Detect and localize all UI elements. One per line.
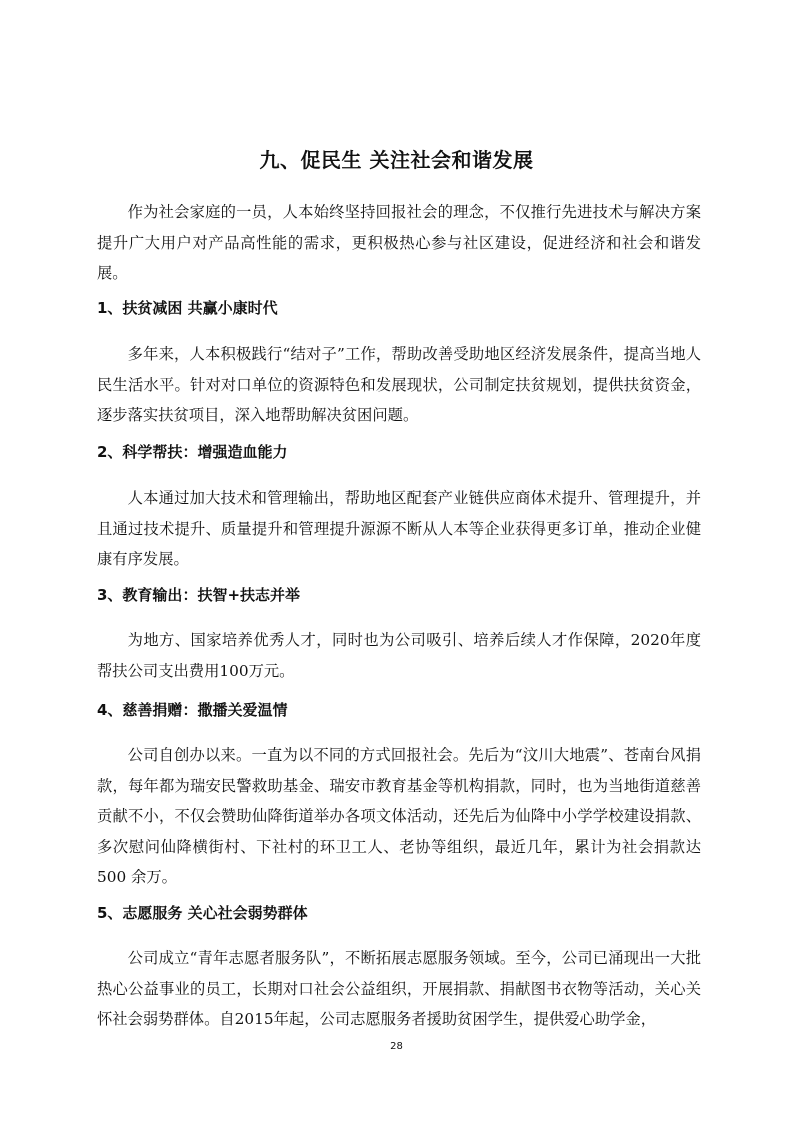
section-heading-poverty-alleviation: 1、扶贫减困 共赢小康时代	[97, 299, 278, 317]
page-title: 九、促民生 关注社会和谐发展	[259, 148, 534, 173]
section-heading-volunteer: 5、志愿服务 关心社会弱势群体	[97, 904, 308, 922]
section-body-charity: 公司自创办以来。一直为以不同的方式回报社会。先后为“汶川大地震”、苍南台风捐款，每年都为瑞安民警救助基金、瑞安市教育基金等机构捐款，同时，也为当地街道慈善贡献不小，不仅会赞助仙降街道举办各项文体活动，还先后为仙降中小学学校建设捐款、多次慰问仙降横街村、下社村的环卫工人、老协等组织，最近几年，累计为社会捐款达 500 余万。	[97, 746, 701, 886]
section-heading-scientific-assistance: 2、科学帮扶：增强造血能力	[97, 443, 288, 461]
section-body-volunteer: 公司成立“青年志愿者服务队”，不断拓展志愿服务领域。至今，公司已涌现出一大批热心公益事业的员工，长期对口社会公益组织，开展捐款、捐献图书衣物等活动，关心关怀社会弱势群体。自2015年起，公司志愿服务者援助贫困学生，提供爱心助学金，	[97, 949, 701, 1028]
section-body-education: 为地方、国家培养优秀人才，同时也为公司吸引、培养后续人才作保障，2020年度帮扶公司支出费用100万元。	[97, 631, 701, 680]
page-number: 28	[390, 1041, 403, 1052]
section-heading-charity: 4、慈善捐赠：撒播关爱温情	[97, 701, 288, 719]
intro-paragraph: 作为社会家庭的一员，人本始终坚持回报社会的理念，不仅推行先进技术与解决方案提升广大用户对产品高性能的需求，更积极热心参与社区建设，促进经济和社会和谐发展。	[97, 203, 701, 282]
section-heading-education: 3、教育输出：扶智+扶志并举	[97, 586, 301, 604]
section-body-poverty-alleviation: 多年来，人本积极践行“结对子”工作，帮助改善受助地区经济发展条件，提高当地人民生活水平。针对对口单位的资源特色和发展现状，公司制定扶贫规划，提供扶贫资金，逐步落实扶贫项目，深入地帮助解决贫困问题。	[97, 345, 701, 424]
section-body-scientific-assistance: 人本通过加大技术和管理输出，帮助地区配套产业链供应商体术提升、管理提升，并且通过技术提升、质量提升和管理提升源源不断从人本等企业获得更多订单，推动企业健康有序发展。	[97, 489, 701, 568]
